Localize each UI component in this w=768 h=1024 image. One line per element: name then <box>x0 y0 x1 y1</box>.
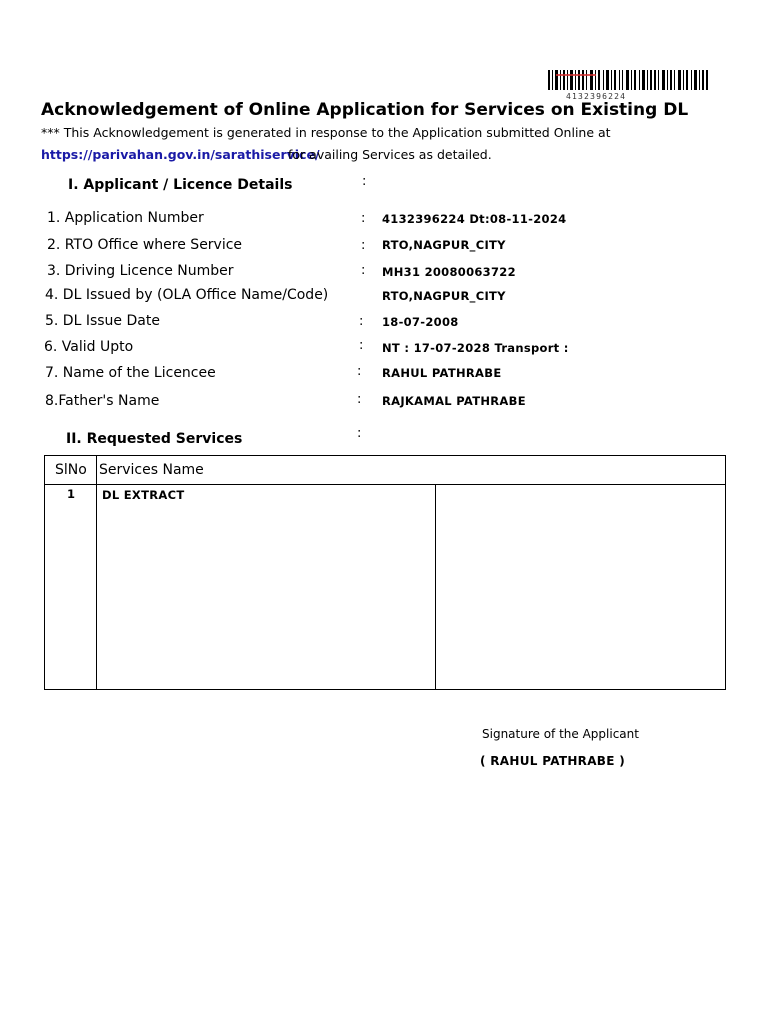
detail-label: 1. Application Number <box>47 210 204 226</box>
detail-colon: : <box>361 263 366 278</box>
column-header-services-name: Services Name <box>99 462 204 478</box>
detail-label: 4. DL Issued by (OLA Office Name/Code) <box>45 287 329 303</box>
document-title: Acknowledgement of Online Application for Services on Existing DL <box>41 100 689 120</box>
detail-label: 8.Father's Name <box>45 393 160 409</box>
licence-number-value: MH31 20080063722 <box>382 265 516 279</box>
intro-text: *** This Acknowledgement is generated in response to the Application submitted Online at <box>41 125 611 140</box>
table-cell-slno: 1 <box>67 487 76 501</box>
application-number-value: 4132396224 Dt:08-11-2024 <box>382 212 567 226</box>
detail-label: 7. Name of the Licencee <box>45 365 216 381</box>
detail-colon: : <box>361 211 366 226</box>
detail-colon: : <box>359 338 364 353</box>
sarathi-link[interactable]: https://parivahan.gov.in/sarathiservice/ <box>41 147 320 162</box>
detail-colon: : <box>357 392 362 407</box>
dl-issue-date-value: 18-07-2008 <box>382 315 459 329</box>
services-table <box>44 455 726 690</box>
licencee-name-value: RAHUL PATHRABE <box>382 366 502 380</box>
intro-suffix: for availing Services as detailed. <box>288 147 492 162</box>
detail-label: 6. Valid Upto <box>44 339 134 355</box>
table-cell-service-name: DL EXTRACT <box>102 488 185 502</box>
section-heading-applicant: I. Applicant / Licence Details <box>68 177 293 193</box>
valid-upto-value: NT : 17-07-2028 Transport : <box>382 341 569 355</box>
barcode-image <box>546 68 714 92</box>
detail-colon: : <box>359 314 364 329</box>
barcode-number: 4132396224 <box>566 92 627 101</box>
detail-label: 3. Driving Licence Number <box>47 263 234 279</box>
rto-office-value: RTO,NAGPUR_CITY <box>382 238 506 252</box>
detail-label: 5. DL Issue Date <box>45 313 160 329</box>
section-colon: : <box>357 426 362 441</box>
section-heading-services: II. Requested Services <box>66 431 243 447</box>
detail-colon: : <box>361 238 366 253</box>
dl-issued-by-value: RTO,NAGPUR_CITY <box>382 289 506 303</box>
signature-label: Signature of the Applicant <box>482 727 639 741</box>
signature-name: ( RAHUL PATHRABE ) <box>480 754 626 768</box>
detail-label: 2. RTO Office where Service <box>47 237 243 253</box>
column-header-slno: SlNo <box>55 462 87 478</box>
father-name-value: RAJKAMAL PATHRABE <box>382 394 526 408</box>
detail-colon: : <box>357 364 362 379</box>
section-colon: : <box>362 174 367 189</box>
